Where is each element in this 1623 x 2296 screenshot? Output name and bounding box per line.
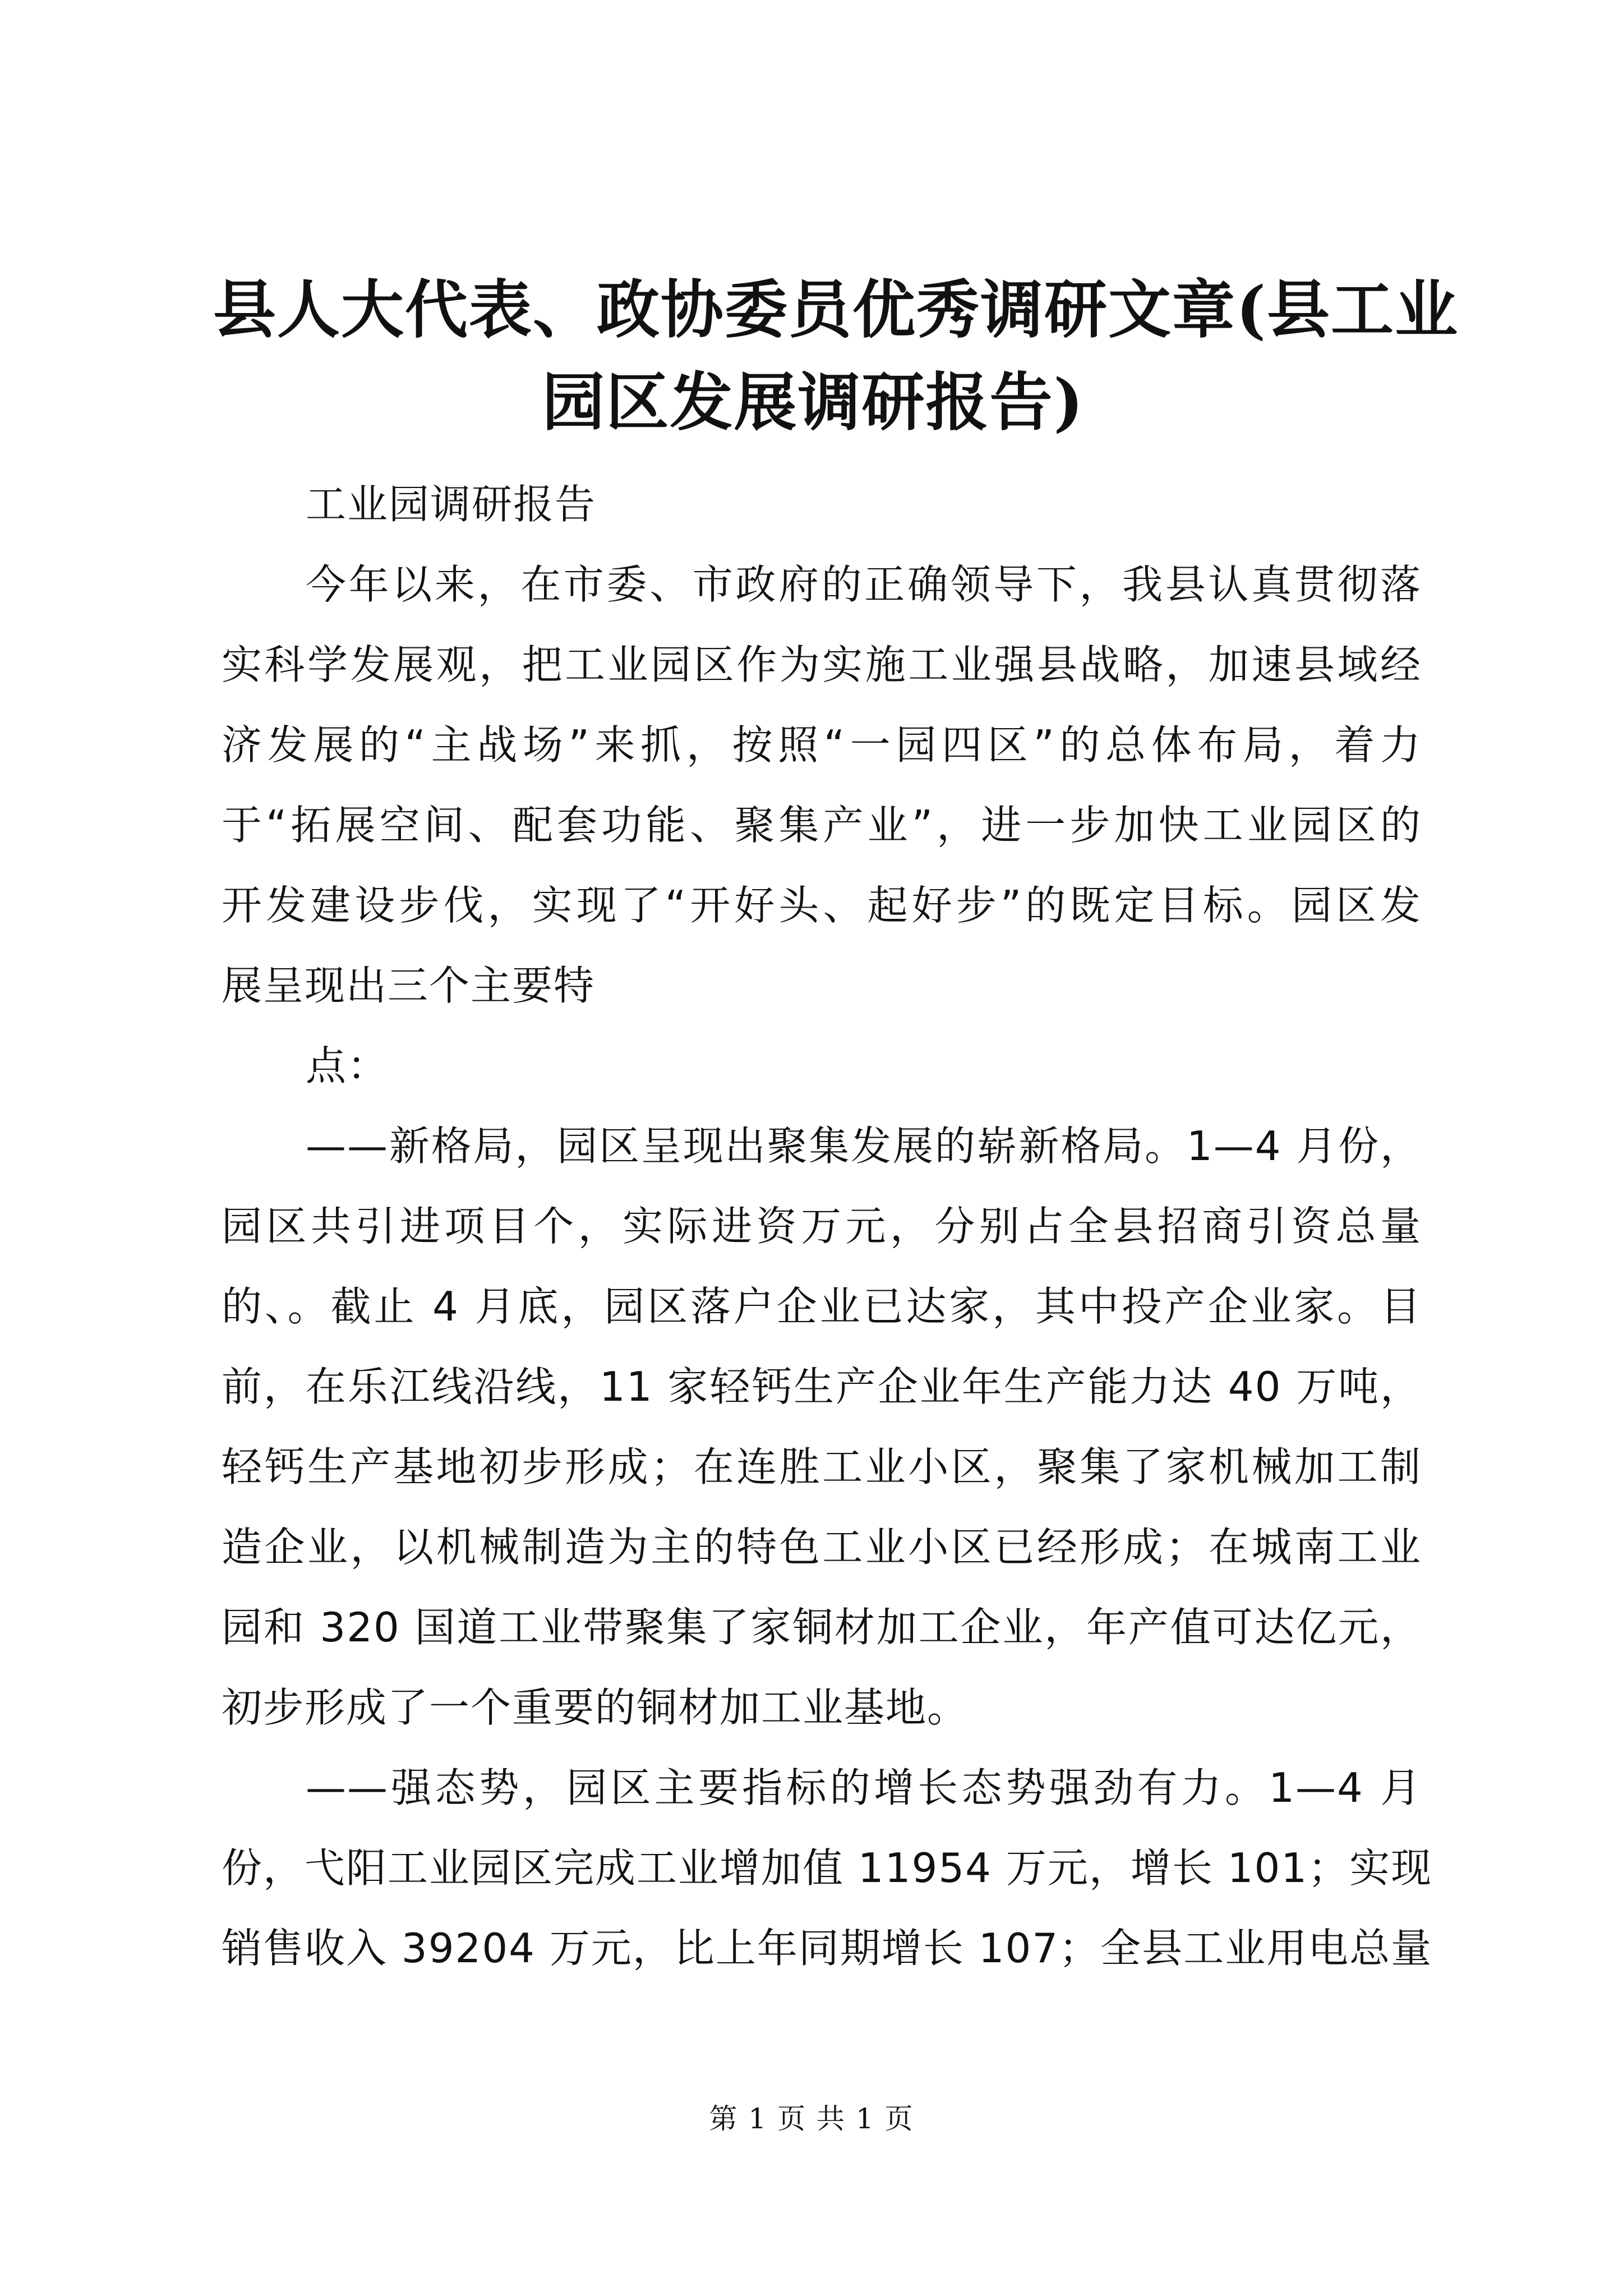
body-line: 实科学发展观，把工业园区作为实施工业强县战略，加速县域经 bbox=[222, 641, 1422, 688]
body-line: 造企业，以机械制造为主的特色工业小区已经形成；在城南工业 bbox=[222, 1524, 1422, 1571]
title-line-2: 园区发展调研报告) bbox=[542, 366, 1085, 439]
body-line: 开发建设步伐，实现了“开好头、起好步”的既定目标。园区发 bbox=[222, 882, 1422, 929]
body-line: 前，在乐江线沿线，11 家轻钙生产企业年生产能力达 40 万吨， bbox=[222, 1363, 1422, 1410]
body-line: 点： bbox=[306, 1042, 389, 1089]
title-line-1: 县人大代表、政协委员优秀调研文章(县工业 bbox=[213, 273, 1459, 347]
body-line: 份，弋阳工业园区完成工业增加值 11954 万元，增长 101；实现 bbox=[222, 1844, 1433, 1892]
body-line: 济发展的“主战场”来抓，按照“一园四区”的总体布局，着力 bbox=[222, 721, 1422, 769]
body-line: 于“拓展空间、配套功能、聚集产业”，进一步加快工业园区的 bbox=[222, 802, 1422, 849]
body-line: 轻钙生产基地初步形成；在连胜工业小区，聚集了家机械加工制 bbox=[222, 1443, 1422, 1490]
body-line: 的、。截止 4 月底，园区落户企业已达家，其中投产企业家。目 bbox=[222, 1283, 1422, 1330]
body-line: 园和 320 国道工业带聚集了家铜材加工企业，年产值可达亿元， bbox=[222, 1604, 1422, 1651]
body-line: 初步形成了一个重要的铜材加工业基地。 bbox=[222, 1684, 969, 1731]
body-line: 展呈现出三个主要特 bbox=[222, 962, 596, 1009]
body-line: ——新格局，园区呈现出聚集发展的崭新格局。1—4 月份， bbox=[306, 1122, 1422, 1170]
body-line: ——强态势，园区主要指标的增长态势强劲有力。1—4 月 bbox=[306, 1764, 1422, 1811]
body-line: 工业园调研报告 bbox=[306, 481, 597, 528]
body-line: 园区共引进项目个，实际进资万元，分别占全县招商引资总量 bbox=[222, 1203, 1422, 1250]
document-title bbox=[213, 264, 1459, 449]
page-footer: 第 1 页 共 1 页 bbox=[709, 2102, 914, 2135]
body-line: 今年以来，在市委、市政府的正确领导下，我县认真贯彻落 bbox=[306, 561, 1422, 608]
document-body bbox=[222, 464, 1433, 1989]
body-line: 销售收入 39204 万元，比上年同期增长 107；全县工业用电总量 bbox=[222, 1925, 1433, 1972]
